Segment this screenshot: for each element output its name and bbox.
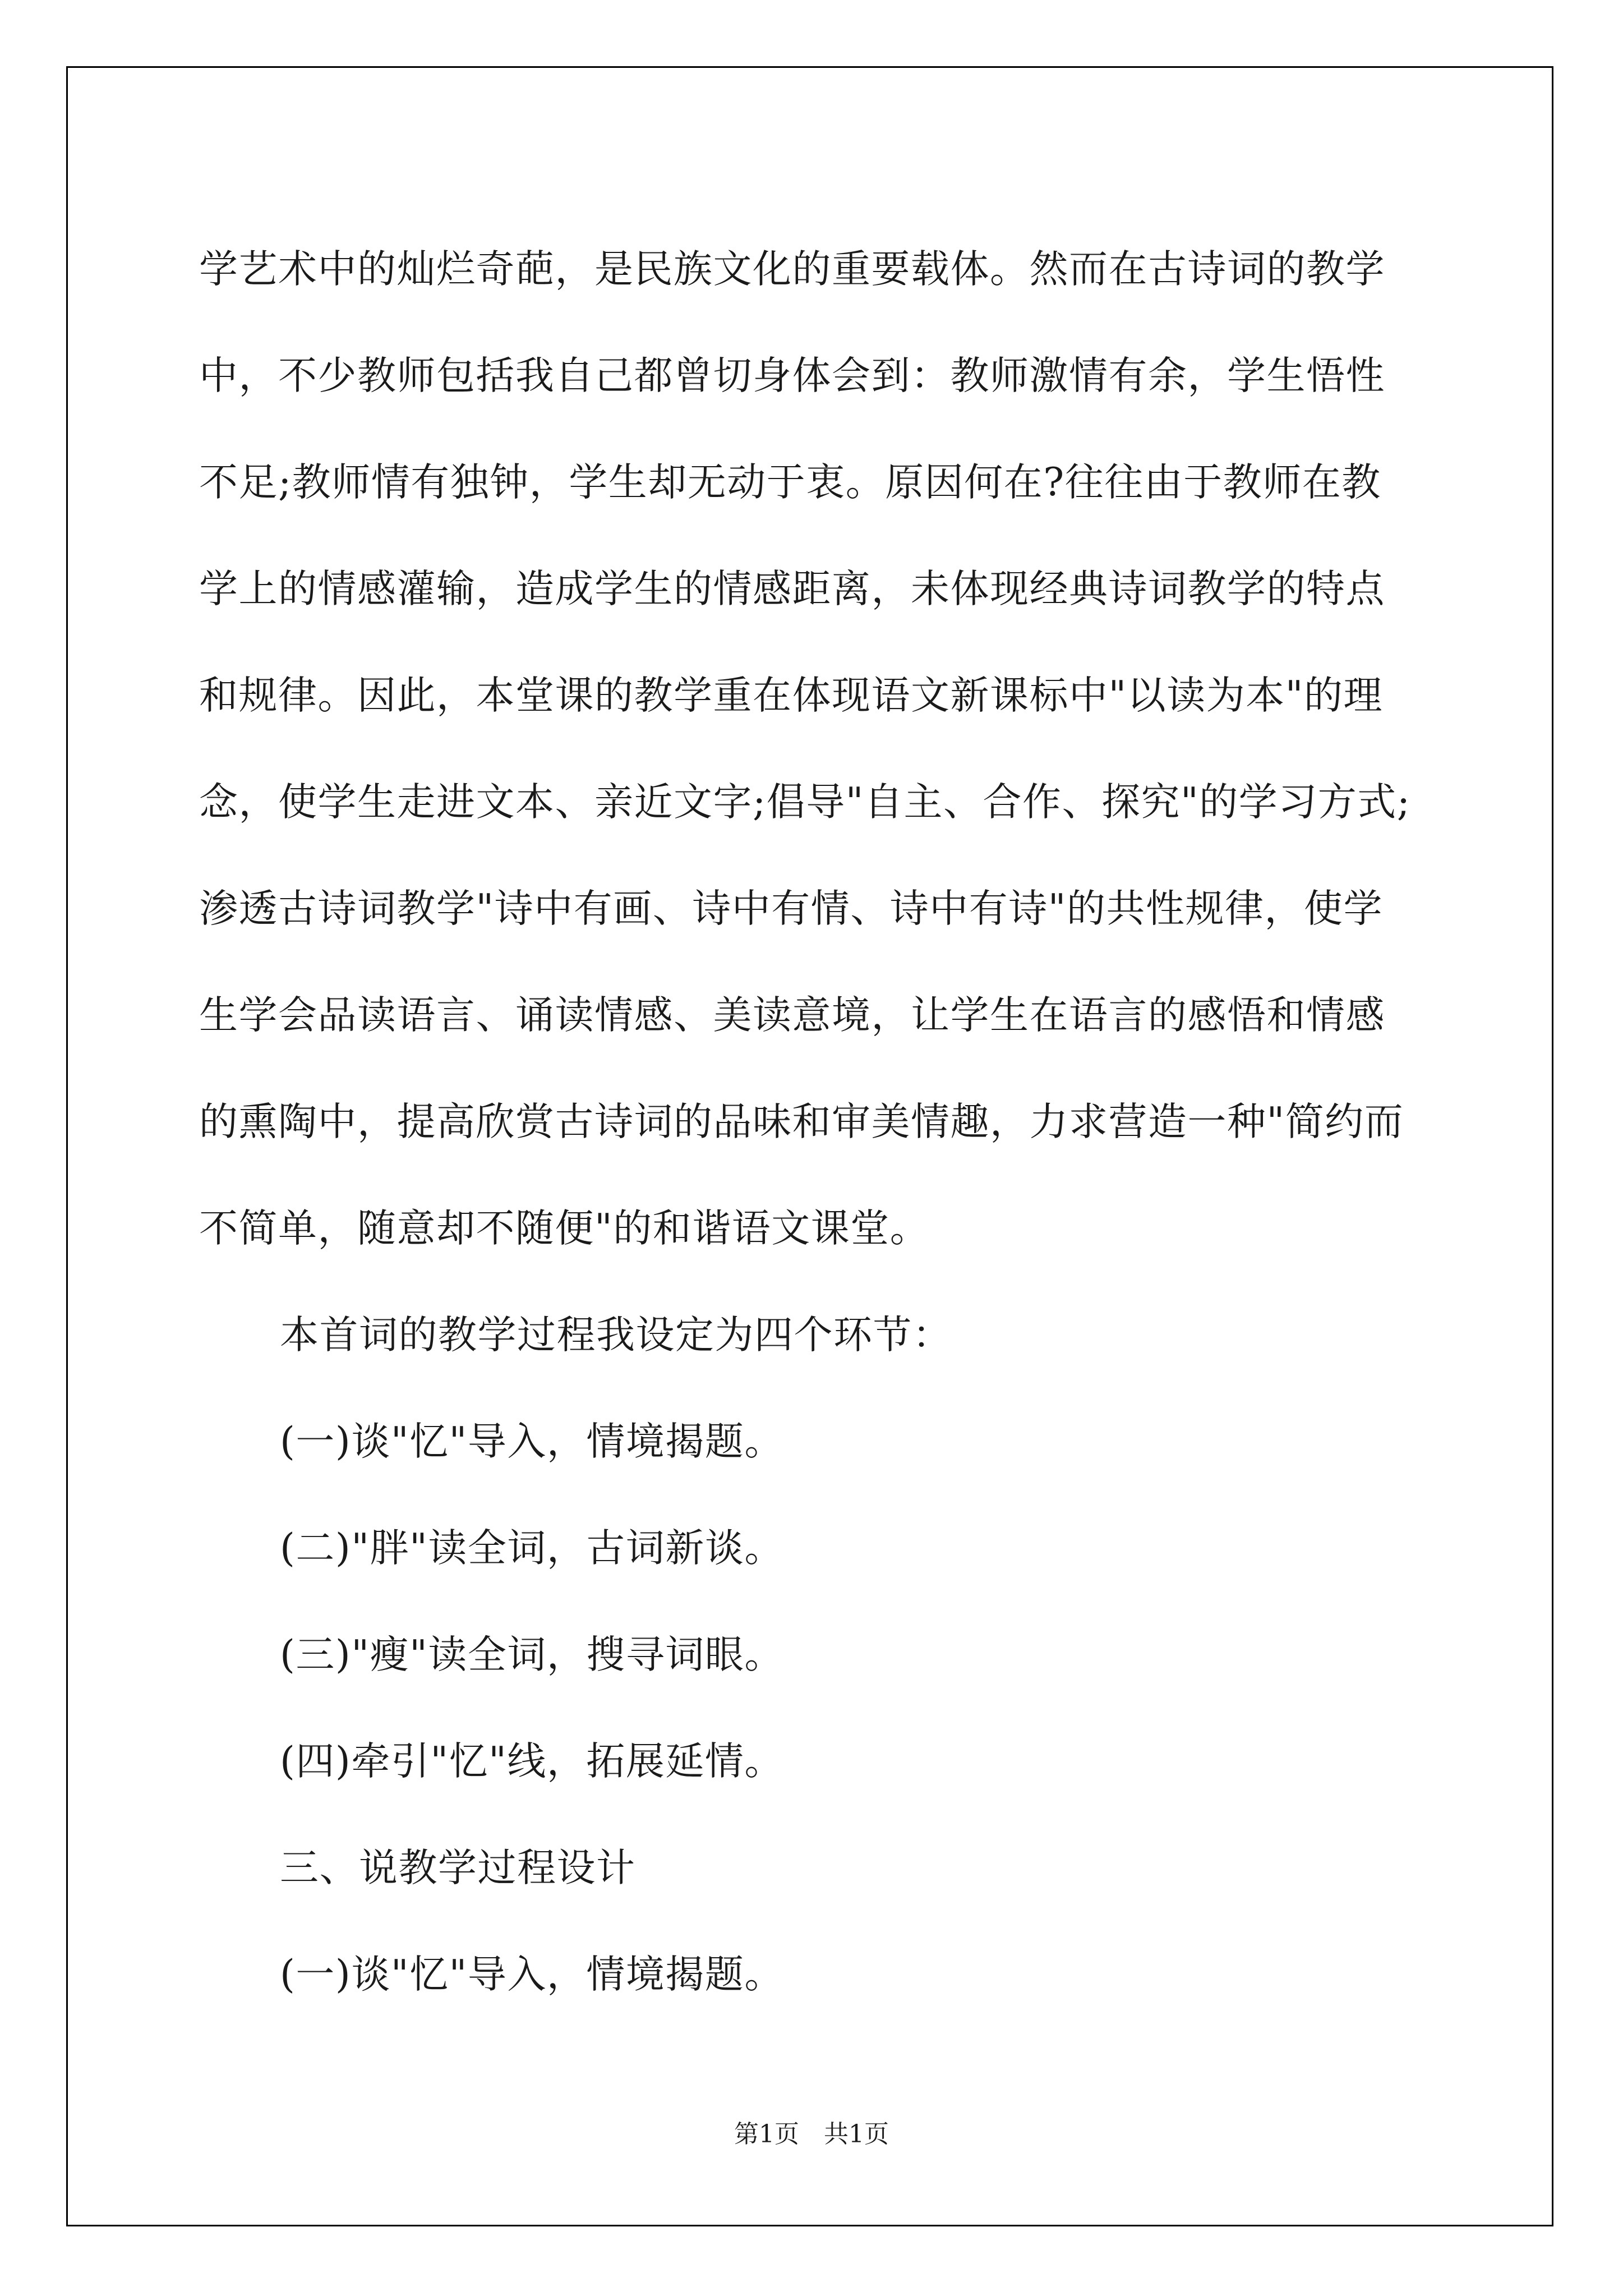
paragraph-line: 学艺术中的灿烂奇葩，是民族文化的重要载体。然而在古诗词的教学	[199, 247, 1385, 292]
paragraph-line: 不足;教师情有独钟，学生却无动于衷。原因何在?往往由于教师在教	[199, 460, 1381, 505]
process-intro-paragraph: 本首词的教学过程我设定为四个环节：	[280, 1313, 952, 1358]
subsection-heading: (一)谈"忆"导入，情境揭题。	[280, 1952, 784, 1997]
paragraph-line: 中，不少教师包括我自己都曾切身体会到：教师激情有余，学生悟性	[199, 353, 1385, 398]
paragraph-line: 学上的情感灌输，造成学生的情感距离，未体现经典诗词教学的特点	[199, 567, 1385, 611]
document-body	[199, 216, 1424, 2028]
paragraph-line: 和规律。因此，本堂课的教学重在体现语文新课标中"以读为本"的理	[199, 673, 1383, 718]
step-two-item: (二)"胖"读全词，古词新谈。	[280, 1526, 784, 1571]
paragraph-line: 的熏陶中，提高欣赏古诗词的品味和审美情趣，力求营造一种"简约而	[199, 1099, 1404, 1144]
intro-paragraph	[199, 216, 1424, 1282]
page-number-footer: 第1页 共1页	[734, 2120, 889, 2148]
paragraph-line: 念，使学生走进文本、亲近文字;倡导"自主、合作、探究"的学习方式;	[199, 780, 1411, 825]
paragraph-line: 渗透古诗词教学"诗中有画、诗中有情、诗中有诗"的共性规律，使学	[199, 886, 1383, 931]
section-heading: 三、说教学过程设计	[280, 1846, 636, 1890]
paragraph-line: 生学会品读语言、诵读情感、美读意境，让学生在语言的感悟和情感	[199, 993, 1385, 1038]
step-one-item: (一)谈"忆"导入，情境揭题。	[280, 1419, 784, 1464]
step-three-item: (三)"瘦"读全词，搜寻词眼。	[280, 1632, 784, 1677]
step-four-item: (四)牵引"忆"线，拓展延情。	[280, 1739, 784, 1784]
paragraph-line: 不简单，随意却不随便"的和谐语文课堂。	[199, 1206, 930, 1251]
